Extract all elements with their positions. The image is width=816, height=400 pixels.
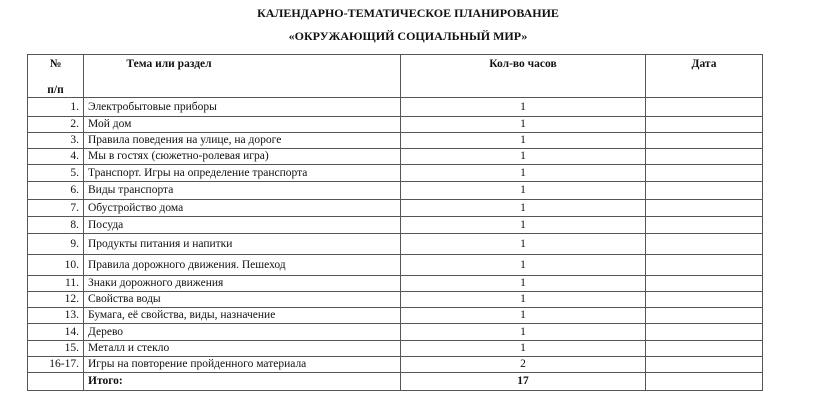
row-date bbox=[646, 217, 763, 234]
row-hours: 1 bbox=[401, 324, 646, 341]
row-date bbox=[646, 357, 763, 373]
row-hours: 1 bbox=[401, 234, 646, 255]
total-label: Итого: bbox=[84, 373, 401, 391]
row-hours: 1 bbox=[401, 200, 646, 217]
row-date bbox=[646, 117, 763, 133]
row-num: 6. bbox=[28, 182, 84, 200]
row-hours: 1 bbox=[401, 98, 646, 117]
row-num: 14. bbox=[28, 324, 84, 341]
table-row bbox=[28, 341, 763, 357]
row-topic: Обустройство дома bbox=[84, 200, 401, 217]
table-row bbox=[28, 234, 763, 255]
document-title: КАЛЕНДАРНО-ТЕМАТИЧЕСКОЕ ПЛАНИРОВАНИЕ bbox=[257, 6, 559, 20]
row-topic: Продукты питания и напитки bbox=[84, 234, 401, 255]
row-date bbox=[646, 292, 763, 308]
row-date bbox=[646, 255, 763, 276]
table-row bbox=[28, 255, 763, 276]
row-topic: Посуда bbox=[84, 217, 401, 234]
header-num-line1: № bbox=[49, 58, 62, 70]
table-row bbox=[28, 324, 763, 341]
header-num-line2: п/п bbox=[47, 84, 64, 96]
table-row bbox=[28, 133, 763, 149]
row-topic: Мой дом bbox=[84, 117, 401, 133]
total-date bbox=[646, 373, 763, 391]
header-date: Дата bbox=[646, 55, 763, 98]
row-date bbox=[646, 98, 763, 117]
header-topic: Тема или раздел bbox=[84, 55, 401, 98]
row-num: 16-17. bbox=[28, 357, 84, 373]
row-topic: Правила поведения на улице, на дороге bbox=[84, 133, 401, 149]
row-date bbox=[646, 182, 763, 200]
row-hours: 1 bbox=[401, 217, 646, 234]
total-hours: 17 bbox=[401, 373, 646, 391]
row-hours: 1 bbox=[401, 276, 646, 292]
row-topic: Электробытовые приборы bbox=[84, 98, 401, 117]
row-num: 13. bbox=[28, 308, 84, 324]
row-date bbox=[646, 149, 763, 165]
row-num: 7. bbox=[28, 200, 84, 217]
table-row bbox=[28, 308, 763, 324]
row-date bbox=[646, 341, 763, 357]
row-date bbox=[646, 308, 763, 324]
row-num: 3. bbox=[28, 133, 84, 149]
row-hours: 1 bbox=[401, 149, 646, 165]
row-topic: Свойства воды bbox=[84, 292, 401, 308]
row-hours: 1 bbox=[401, 341, 646, 357]
table-row bbox=[28, 98, 763, 117]
row-hours: 1 bbox=[401, 165, 646, 182]
row-hours: 1 bbox=[401, 182, 646, 200]
row-topic: Игры на повторение пройденного материала bbox=[84, 357, 401, 373]
row-topic: Дерево bbox=[84, 324, 401, 341]
table-row bbox=[28, 292, 763, 308]
row-hours: 2 bbox=[401, 357, 646, 373]
table-row bbox=[28, 357, 763, 373]
row-topic: Мы в гостях (сюжетно-ролевая игра) bbox=[84, 149, 401, 165]
row-num: 9. bbox=[28, 234, 84, 255]
row-num: 8. bbox=[28, 217, 84, 234]
plan-table bbox=[27, 54, 763, 391]
row-topic: Виды транспорта bbox=[84, 182, 401, 200]
table-row bbox=[28, 165, 763, 182]
table-row bbox=[28, 276, 763, 292]
row-hours: 1 bbox=[401, 308, 646, 324]
row-topic: Бумага, её свойства, виды, назначение bbox=[84, 308, 401, 324]
row-date bbox=[646, 324, 763, 341]
row-num: 11. bbox=[28, 276, 84, 292]
row-hours: 1 bbox=[401, 255, 646, 276]
row-date bbox=[646, 165, 763, 182]
header-num bbox=[28, 55, 84, 98]
row-date bbox=[646, 200, 763, 217]
row-num: 10. bbox=[28, 255, 84, 276]
row-topic: Правила дорожного движения. Пешеход bbox=[84, 255, 401, 276]
table-header-row bbox=[28, 55, 763, 98]
total-num bbox=[28, 373, 84, 391]
row-topic: Транспорт. Игры на определение транспорта bbox=[84, 165, 401, 182]
row-date bbox=[646, 276, 763, 292]
row-num: 1. bbox=[28, 98, 84, 117]
table-row bbox=[28, 182, 763, 200]
row-date bbox=[646, 234, 763, 255]
header-hours: Кол-во часов bbox=[401, 55, 646, 98]
document-subtitle: «ОКРУЖАЮЩИЙ СОЦИАЛЬНЫЙ МИР» bbox=[288, 29, 528, 43]
row-topic: Знаки дорожного движения bbox=[84, 276, 401, 292]
row-num: 2. bbox=[28, 117, 84, 133]
row-hours: 1 bbox=[401, 292, 646, 308]
row-num: 5. bbox=[28, 165, 84, 182]
table-row bbox=[28, 117, 763, 133]
row-num: 15. bbox=[28, 341, 84, 357]
row-topic: Металл и стекло bbox=[84, 341, 401, 357]
total-row bbox=[28, 373, 763, 391]
row-date bbox=[646, 133, 763, 149]
table-row bbox=[28, 149, 763, 165]
table-row bbox=[28, 200, 763, 217]
row-num: 4. bbox=[28, 149, 84, 165]
row-hours: 1 bbox=[401, 133, 646, 149]
table-row bbox=[28, 217, 763, 234]
row-num: 12. bbox=[28, 292, 84, 308]
row-hours: 1 bbox=[401, 117, 646, 133]
